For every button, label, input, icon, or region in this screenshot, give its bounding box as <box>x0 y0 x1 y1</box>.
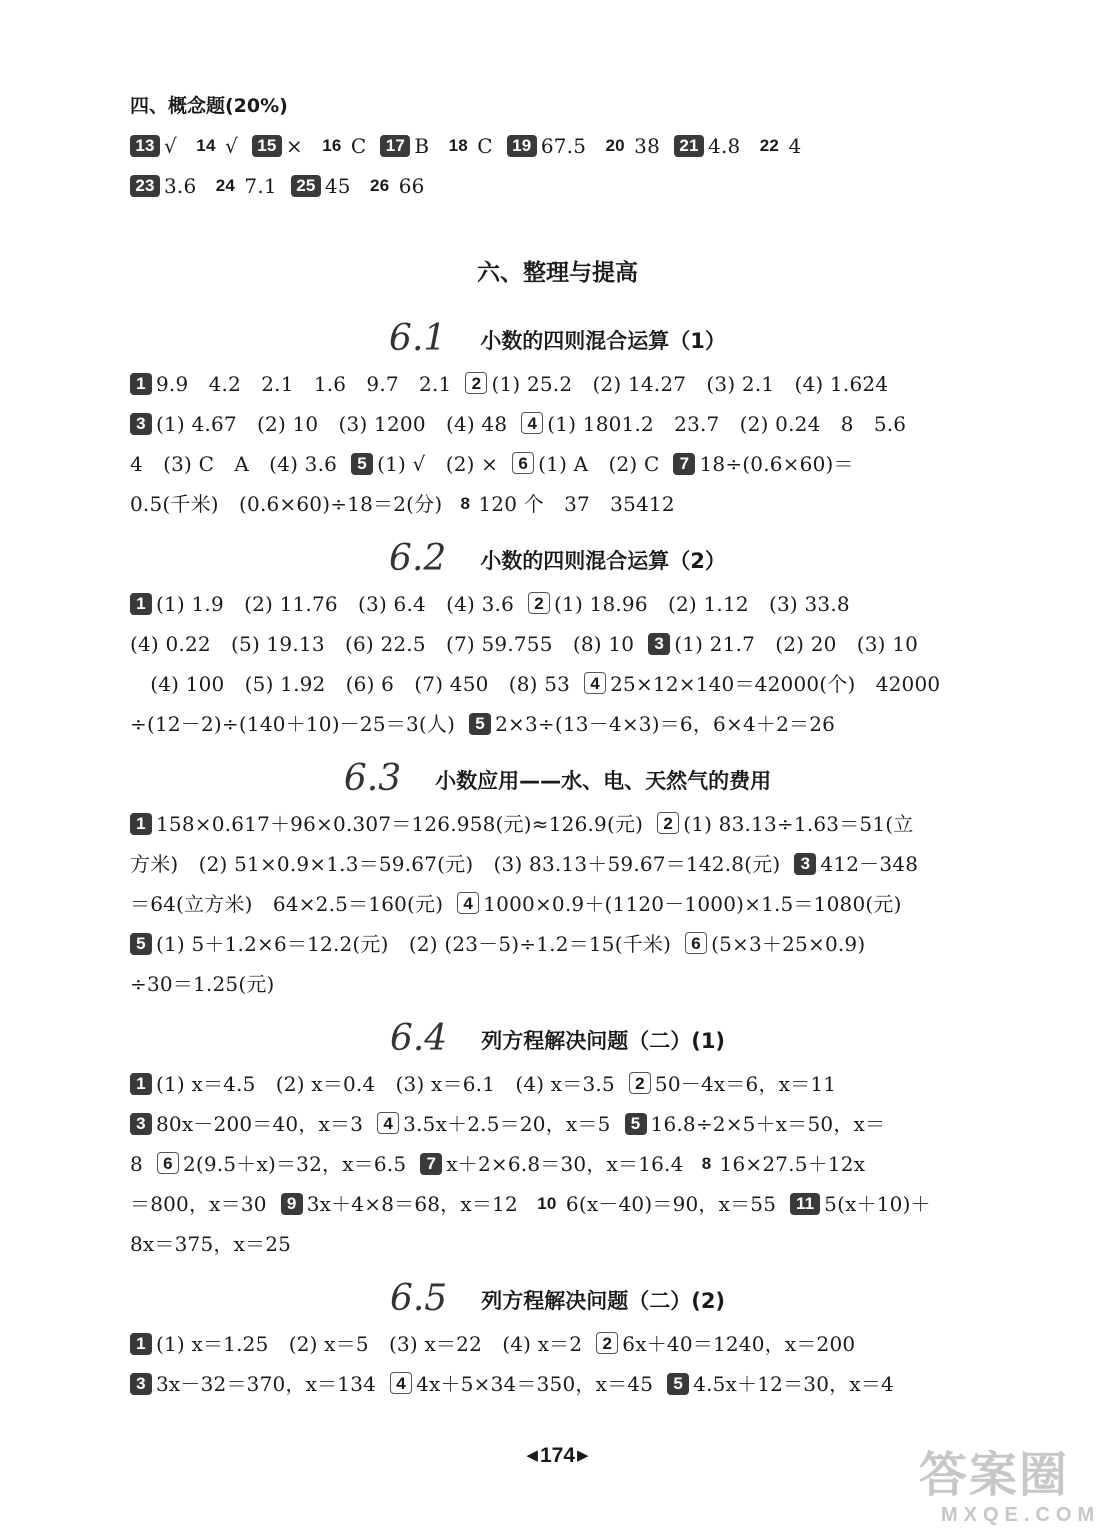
question-number-badge: 2 <box>465 372 487 394</box>
question-number-badge: 10 <box>537 1194 557 1213</box>
answer-item <box>685 932 865 956</box>
answer-line <box>130 1104 1020 1144</box>
section-number: 6.2 <box>389 538 447 579</box>
answer-text: 412－348 <box>820 852 919 876</box>
answer-line <box>130 1064 1020 1104</box>
question-number-badge: 3 <box>130 1373 152 1395</box>
answer-line <box>130 804 1020 844</box>
answer-item <box>130 452 337 476</box>
answer-item <box>657 812 913 836</box>
question-number-badge: 25 <box>291 175 321 197</box>
answer-item <box>210 174 276 198</box>
question-number-badge: 4 <box>377 1112 399 1134</box>
answer-text: √ <box>164 134 177 158</box>
answer-item <box>291 174 351 198</box>
answer-item <box>130 1152 143 1176</box>
answer-item <box>130 932 671 956</box>
page-number-value: 174 <box>539 1444 576 1467</box>
answer-text: (1) 1801.2 23.7 (2) 0.24 8 5.6 <box>547 412 907 436</box>
answer-item <box>130 412 507 436</box>
answer-item <box>457 892 901 916</box>
answer-text: (1) 83.13÷1.63＝51(立 <box>683 812 914 836</box>
answer-text: 3.6 <box>164 174 197 198</box>
answer-text: 120 个 37 35412 <box>478 492 675 516</box>
question-number-badge: 4 <box>584 672 606 694</box>
question-number-badge: 3 <box>648 633 670 655</box>
answer-line <box>130 664 1020 704</box>
question-number-badge: 23 <box>130 175 160 197</box>
question-number-badge: 1 <box>130 593 152 615</box>
answer-line <box>130 924 1020 964</box>
answer-line <box>130 704 1020 744</box>
answer-text: × <box>285 134 303 158</box>
answer-text: ＝64(立方米) 64×2.5＝160(元) <box>130 892 444 916</box>
concept-answers <box>130 126 1020 206</box>
question-number-badge: 26 <box>370 176 390 195</box>
answer-text: (1) 18.96 (2) 1.12 (3) 33.8 <box>554 592 850 616</box>
answer-text: 18÷(0.6×60)＝ <box>699 452 854 476</box>
answer-text: 50－4x＝6，x＝11 <box>654 1072 837 1096</box>
answer-text: (4) 100 (5) 1.92 (6) 6 (7) 450 (8) 53 <box>130 672 571 696</box>
section-answers <box>130 364 1020 524</box>
answer-item <box>130 372 451 396</box>
answer-text: ＝800，x＝30 <box>130 1192 267 1216</box>
question-number-badge: 22 <box>759 136 780 155</box>
answer-text: (1) 21.7 (2) 20 (3) 10 <box>674 632 919 656</box>
question-number-badge: 17 <box>380 135 410 157</box>
answer-line <box>130 1144 1020 1184</box>
answer-text: (1) x＝4.5 (2) x＝0.4 (3) x＝6.1 (4) x＝3.5 <box>156 1072 615 1096</box>
answer-line <box>130 484 1020 524</box>
question-number-badge: 4 <box>457 892 479 914</box>
answer-text: C <box>477 134 493 158</box>
answer-text: (1) 4.67 (2) 10 (3) 1200 (4) 48 <box>156 412 508 436</box>
question-number-badge: 11 <box>790 1193 820 1215</box>
question-number-badge: 20 <box>605 136 625 155</box>
answer-item <box>528 592 850 616</box>
section-number: 6.3 <box>343 758 402 799</box>
section-answers <box>130 1324 1020 1404</box>
answer-item <box>317 134 367 158</box>
answer-line <box>130 844 1020 884</box>
answer-item <box>456 492 674 516</box>
answer-item <box>794 852 918 876</box>
question-number-badge: 5 <box>625 1113 647 1135</box>
answer-line <box>130 1364 1020 1404</box>
answer-line <box>130 624 1020 664</box>
question-number-badge: 7 <box>420 1153 442 1175</box>
answer-item <box>698 1152 866 1176</box>
answer-item <box>521 412 906 436</box>
answer-item <box>512 452 659 476</box>
answer-text: √ <box>224 134 238 158</box>
answer-text: 方米) (2) 51×0.9×1.3＝59.67(元) (3) 83.13＋59.67＝142.8(元) <box>130 852 781 876</box>
question-number-badge: 8 <box>460 494 471 513</box>
question-number-badge: 5 <box>469 713 491 735</box>
answer-line <box>130 1324 1020 1364</box>
answer-text: 8x＝375，x＝25 <box>130 1232 292 1256</box>
answer-text: B <box>414 134 430 158</box>
answer-text: 2(9.5＋x)＝32，x＝6.5 <box>182 1152 407 1176</box>
question-number-badge: 15 <box>252 135 282 157</box>
question-number-badge: 5 <box>351 453 373 475</box>
section-answers <box>130 1064 1020 1264</box>
answer-item <box>673 452 853 476</box>
question-number-badge: 7 <box>673 453 695 475</box>
question-number-badge: 21 <box>674 135 704 157</box>
answer-item <box>648 632 918 656</box>
answer-text: 4.8 <box>708 134 741 158</box>
answer-text: 2×3÷(13－4×3)＝6，6×4＋2＝26 <box>495 712 836 736</box>
concept-questions-heading: 四、概念题(20%) <box>130 95 288 117</box>
question-number-badge: 24 <box>215 176 236 195</box>
answer-item <box>532 1192 776 1216</box>
answer-line <box>130 364 1020 404</box>
answer-item <box>674 134 740 158</box>
answer-text: (1) 25.2 (2) 14.27 (3) 2.1 (4) 1.62̇4̇ <box>491 372 889 396</box>
chapter-title: 六、整理与提高 <box>477 260 638 286</box>
section-title: 小数的四则混合运算（1） <box>480 329 726 353</box>
question-number-badge: 9 <box>281 1193 303 1215</box>
question-number-badge: 6 <box>685 932 707 954</box>
answer-line <box>130 964 1020 1004</box>
answer-text: 38 <box>634 134 661 158</box>
question-number-badge: 8 <box>701 1154 712 1173</box>
answer-item <box>130 672 570 696</box>
page-right-arrow-icon: ▶ <box>577 1447 589 1464</box>
page-left-arrow-icon: ◀ <box>526 1447 538 1464</box>
answer-text: 4 (3) C A (4) 3.6 <box>130 452 338 476</box>
section-number: 6.1 <box>389 318 447 359</box>
answer-text: 67.5 <box>540 134 587 158</box>
answer-text: C <box>350 134 367 158</box>
watermark-sub: MXQE.COM <box>941 1504 1101 1526</box>
answer-item <box>390 1372 653 1396</box>
answer-item <box>377 1112 610 1136</box>
answer-item <box>420 1152 683 1176</box>
question-number-badge: 3 <box>794 853 816 875</box>
answer-item <box>130 892 443 916</box>
answer-item <box>790 1192 931 1216</box>
answer-line <box>130 1184 1020 1224</box>
concept-questions-block <box>130 86 1020 206</box>
answer-text: 45 <box>324 174 351 198</box>
answer-item <box>465 372 888 396</box>
section-heading <box>0 758 1115 802</box>
section-answers <box>130 584 1020 744</box>
answer-line <box>130 884 1020 924</box>
answer-text: 25×12×140＝42000(个) 42000 <box>610 672 941 696</box>
answer-line <box>130 126 1020 166</box>
answer-line <box>130 166 1020 206</box>
question-number-badge: 14 <box>196 136 216 155</box>
answer-item <box>130 1232 291 1256</box>
answer-text: 16.8÷2×5＋x＝50，x＝ <box>650 1112 886 1136</box>
answer-item <box>754 134 801 158</box>
answer-item <box>130 712 455 736</box>
answer-item <box>130 174 196 198</box>
answer-item <box>130 852 780 876</box>
answer-item <box>130 1332 582 1356</box>
answer-text: 158×0.617＋96×0.307＝126.958(元)≈126.9(元) <box>156 812 644 836</box>
answer-item <box>130 1112 363 1136</box>
watermark-logo <box>919 1448 1109 1532</box>
answer-text: (1) x＝1.25 (2) x＝5 (3) x＝22 (4) x＝2 <box>156 1332 583 1356</box>
question-number-badge: 16 <box>322 136 342 155</box>
question-number-badge: 4 <box>390 1372 412 1394</box>
answer-item <box>191 134 238 158</box>
answer-text: 7.1 <box>244 174 277 198</box>
answer-item <box>130 592 514 616</box>
answer-item <box>351 452 498 476</box>
answer-item <box>252 134 303 158</box>
answer-text: (1) 5＋1.2×6＝12.2(元) (2) (23－5)÷1.2＝15(千米) <box>156 932 672 956</box>
answer-line <box>130 584 1020 624</box>
answer-item <box>584 672 940 696</box>
question-number-badge: 18 <box>448 136 468 155</box>
answer-text: 3.5x＋2.5＝20，x＝5 <box>403 1112 611 1136</box>
answer-item <box>130 1192 267 1216</box>
answer-text: (1) A (2) C <box>538 452 660 476</box>
section-title: 小数应用——水、电、天然气的费用 <box>435 769 772 793</box>
section-heading <box>0 538 1115 582</box>
answer-item <box>130 632 634 656</box>
question-number-badge: 2 <box>596 1332 618 1354</box>
answer-line <box>130 1224 1020 1264</box>
answer-item <box>629 1072 836 1096</box>
section-heading <box>0 318 1115 362</box>
answer-item <box>596 1332 855 1356</box>
section-answers <box>130 804 1020 1004</box>
answer-text: 6x＋40＝1240，x＝200 <box>622 1332 856 1356</box>
answer-item <box>443 134 493 158</box>
answer-text: 16×27.5＋12x <box>719 1152 866 1176</box>
answer-item <box>157 1152 406 1176</box>
answer-item <box>365 174 425 198</box>
question-number-badge: 3 <box>130 1113 152 1135</box>
answer-line <box>130 404 1020 444</box>
answer-text: x＋2×6.8＝30，x＝16.4 <box>446 1152 684 1176</box>
watermark-main: 答案圈 <box>919 1449 1070 1502</box>
section-title: 小数的四则混合运算（2） <box>480 549 726 573</box>
answer-text: 6(x－40)＝90，x＝55 <box>565 1192 777 1216</box>
answer-item <box>130 1372 376 1396</box>
answer-item <box>600 134 660 158</box>
question-number-badge: 1 <box>130 1073 152 1095</box>
section-number: 6.4 <box>389 1018 448 1059</box>
question-number-badge: 2 <box>528 592 550 614</box>
answer-item <box>281 1192 518 1216</box>
answer-text: 1000×0.9＋(1120－1000)×1.5＝1080(元) <box>483 892 902 916</box>
section-title: 列方程解决问题（二）(2) <box>481 1289 726 1313</box>
question-number-badge: 1 <box>130 373 152 395</box>
section-heading <box>0 1018 1115 1062</box>
question-number-badge: 6 <box>157 1152 179 1174</box>
question-number-badge: 4 <box>521 412 543 434</box>
section-heading <box>0 1278 1115 1322</box>
question-number-badge: 5 <box>130 933 152 955</box>
answer-text: 80x－200＝40，x＝3 <box>156 1112 364 1136</box>
answer-item <box>130 1072 615 1096</box>
section-title: 列方程解决问题（二）(1) <box>481 1029 726 1053</box>
answer-text: 8 <box>130 1152 143 1176</box>
answer-item <box>130 972 275 996</box>
answer-text: 4.5x＋12＝30，x＝4 <box>693 1372 894 1396</box>
answer-text: 9.9 4.2 2.1 1.6 9.7 2.1 <box>156 372 452 396</box>
answer-item <box>507 134 586 158</box>
question-number-badge: 2 <box>629 1072 651 1094</box>
answer-item <box>130 492 442 516</box>
answer-text: 3x＋4×8＝68，x＝12 <box>306 1192 518 1216</box>
answer-text: 66 <box>398 174 425 198</box>
answer-line <box>130 444 1020 484</box>
question-number-badge: 6 <box>512 452 534 474</box>
answer-text: 4x＋5×34＝350，x＝45 <box>416 1372 654 1396</box>
question-number-badge: 2 <box>657 812 679 834</box>
answer-text: (5×3＋25×0.9) <box>711 932 866 956</box>
question-number-badge: 19 <box>507 135 537 157</box>
answer-text: 3x－32＝370，x＝134 <box>156 1372 377 1396</box>
answer-text: ÷(12－2)÷(140＋10)－25＝3(人) <box>130 712 456 736</box>
section-number: 6.5 <box>389 1278 448 1319</box>
answer-text: 4 <box>788 134 802 158</box>
question-number-badge: 5 <box>667 1373 689 1395</box>
question-number-badge: 3 <box>130 413 152 435</box>
answer-item <box>130 134 177 158</box>
answer-text: 5(x＋10)＋ <box>824 1192 931 1216</box>
question-number-badge: 1 <box>130 1333 152 1355</box>
question-number-badge: 13 <box>130 135 160 157</box>
answer-item <box>667 1372 894 1396</box>
answer-text: ÷30＝1.25(元) <box>130 972 275 996</box>
answer-item <box>469 712 835 736</box>
answer-item <box>130 812 643 836</box>
question-number-badge: 1 <box>130 813 152 835</box>
answer-text: (1) 1.9 (2) 11.76 (3) 6.4 (4) 3.6 <box>156 592 515 616</box>
answer-item <box>625 1112 886 1136</box>
answer-item <box>380 134 429 158</box>
answer-text: 0.5(千米) (0.6×60)÷18＝2(分) <box>130 492 443 516</box>
answer-text: (1) √ (2) × <box>377 452 499 476</box>
answer-text: (4) 0.22 (5) 19.13 (6) 22.5 (7) 59.755 (8) 10 <box>130 632 635 656</box>
